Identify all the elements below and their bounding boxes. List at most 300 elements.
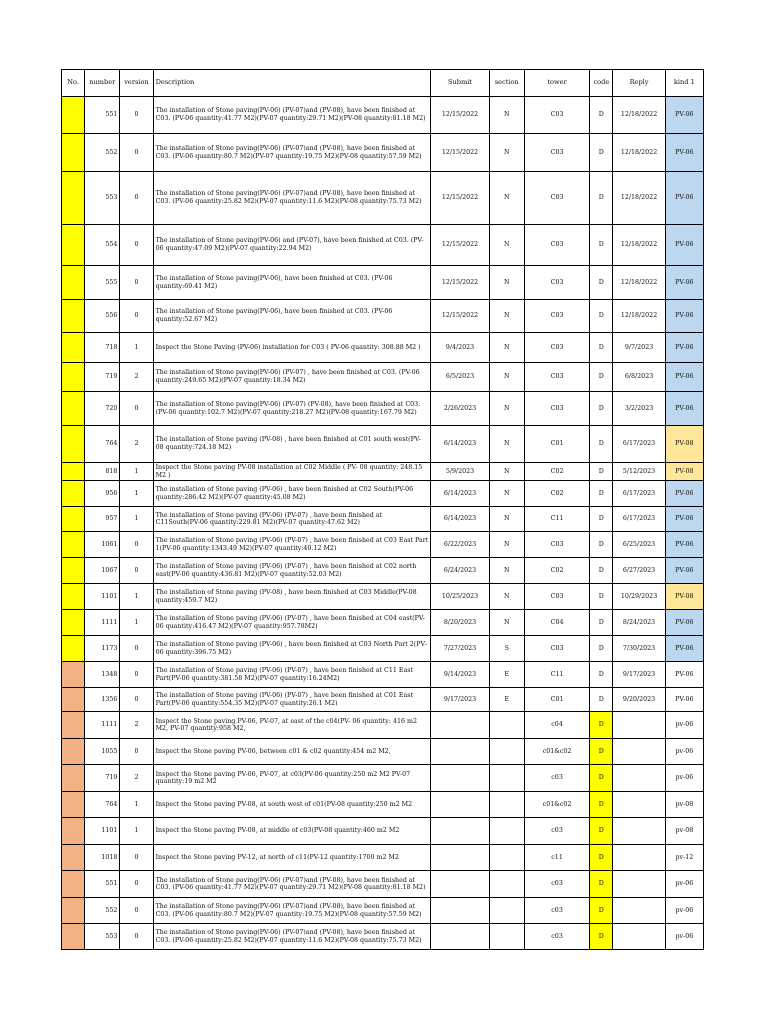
section-cell[interactable] xyxy=(489,898,524,924)
no-cell[interactable] xyxy=(62,97,85,134)
number-cell[interactable]: 556 xyxy=(85,300,120,333)
column-header-tower[interactable]: tower xyxy=(524,70,589,97)
tower-cell[interactable]: C02 xyxy=(524,463,589,481)
submit-cell[interactable] xyxy=(431,792,489,818)
tower-cell[interactable]: c03 xyxy=(524,924,589,950)
number-cell[interactable]: 555 xyxy=(85,266,120,300)
code-cell[interactable]: D xyxy=(590,266,613,300)
reply-cell[interactable]: 10/29/2023 xyxy=(613,584,665,610)
number-cell[interactable]: 552 xyxy=(85,898,120,924)
code-cell[interactable]: D xyxy=(590,610,613,636)
submit-cell[interactable]: 10/25/2023 xyxy=(431,584,489,610)
version-cell[interactable]: 0 xyxy=(120,871,153,898)
number-cell[interactable]: 1356 xyxy=(85,688,120,712)
submit-cell[interactable]: 5/9/2023 xyxy=(431,463,489,481)
version-cell[interactable]: 0 xyxy=(120,558,153,584)
section-cell[interactable]: N xyxy=(489,584,524,610)
submit-cell[interactable] xyxy=(431,765,489,792)
kind-cell[interactable]: PV-06 xyxy=(665,481,703,507)
number-cell[interactable]: 1111 xyxy=(85,712,120,739)
table-row[interactable] xyxy=(62,558,704,584)
submit-cell[interactable]: 8/20/2023 xyxy=(431,610,489,636)
reply-cell[interactable] xyxy=(613,871,665,898)
tower-cell[interactable]: C03 xyxy=(524,392,589,426)
description-cell[interactable]: Inspect the Stone paving PV-08, at south west of c01(PV-08 quantity:250 m2 M2 xyxy=(153,792,431,818)
submit-cell[interactable]: 12/15/2022 xyxy=(431,300,489,333)
submit-cell[interactable]: 2/26/2023 xyxy=(431,392,489,426)
tower-cell[interactable]: c03 xyxy=(524,818,589,845)
no-cell[interactable] xyxy=(62,792,85,818)
kind-cell[interactable]: PV-06 xyxy=(665,97,703,134)
tower-cell[interactable]: C04 xyxy=(524,610,589,636)
description-cell[interactable]: The installation of Stone paving(PV-06) (PV-07)and (PV-08), have been finished at C03. (PV-06 quantity:80.7 M2)(PV-07 quantity:19.75 M2)(PV-08 quantity:57.59 M2) xyxy=(153,134,431,172)
section-cell[interactable]: N xyxy=(489,134,524,172)
tower-cell[interactable]: C03 xyxy=(524,300,589,333)
code-cell[interactable]: D xyxy=(590,507,613,532)
reply-cell[interactable] xyxy=(613,898,665,924)
table-row[interactable] xyxy=(62,392,704,426)
kind-cell[interactable]: PV-08 xyxy=(665,584,703,610)
kind-cell[interactable]: PV-06 xyxy=(665,266,703,300)
reply-cell[interactable]: 6/17/2023 xyxy=(613,481,665,507)
version-cell[interactable]: 0 xyxy=(120,97,153,134)
number-cell[interactable]: 551 xyxy=(85,97,120,134)
tower-cell[interactable]: c03 xyxy=(524,898,589,924)
description-cell[interactable]: Inspect the Stone paving PV-06, between c01 & c02 quantity:454 m2 M2, xyxy=(153,739,431,765)
kind-cell[interactable]: pv-06 xyxy=(665,765,703,792)
number-cell[interactable]: 818 xyxy=(85,463,120,481)
description-cell[interactable]: The installation of Stone paving(PV-06) (PV-07)and (PV-08), have been finished at C03. (PV-06 quantity:25.82 M2)(PV-07 quantity:11.6 M2)(PV-08 quantity:75.73 M2) xyxy=(153,172,431,225)
version-cell[interactable]: 1 xyxy=(120,610,153,636)
code-cell[interactable]: D xyxy=(590,558,613,584)
version-cell[interactable]: 1 xyxy=(120,507,153,532)
table-row[interactable] xyxy=(62,765,704,792)
section-cell[interactable]: N xyxy=(489,97,524,134)
number-cell[interactable]: 553 xyxy=(85,924,120,950)
code-cell[interactable]: D xyxy=(590,584,613,610)
tower-cell[interactable]: C11 xyxy=(524,662,589,688)
version-cell[interactable]: 1 xyxy=(120,792,153,818)
reply-cell[interactable] xyxy=(613,712,665,739)
submit-cell[interactable]: 7/27/2023 xyxy=(431,636,489,662)
no-cell[interactable] xyxy=(62,300,85,333)
reply-cell[interactable] xyxy=(613,739,665,765)
section-cell[interactable]: N xyxy=(489,463,524,481)
section-cell[interactable]: N xyxy=(489,363,524,392)
no-cell[interactable] xyxy=(62,333,85,363)
submit-cell[interactable]: 12/15/2022 xyxy=(431,225,489,266)
section-cell[interactable] xyxy=(489,871,524,898)
code-cell[interactable]: D xyxy=(590,134,613,172)
number-cell[interactable]: 553 xyxy=(85,172,120,225)
table-row[interactable] xyxy=(62,610,704,636)
submit-cell[interactable] xyxy=(431,712,489,739)
reply-cell[interactable]: 6/17/2023 xyxy=(613,426,665,463)
kind-cell[interactable]: PV-06 xyxy=(665,134,703,172)
code-cell[interactable]: D xyxy=(590,662,613,688)
reply-cell[interactable]: 8/24/2023 xyxy=(613,610,665,636)
no-cell[interactable] xyxy=(62,924,85,950)
version-cell[interactable]: 0 xyxy=(120,898,153,924)
no-cell[interactable] xyxy=(62,463,85,481)
description-cell[interactable]: The installation of Stone paving(PV-06) (PV-07)and (PV-08), have been finished at C03. (PV-06 quantity:41.77 M2)(PV-07 quantity:29.71 M2)(PV-08 quantity:81.18 M2) xyxy=(153,97,431,134)
table-row[interactable] xyxy=(62,739,704,765)
submit-cell[interactable] xyxy=(431,845,489,871)
submit-cell[interactable]: 9/4/2023 xyxy=(431,333,489,363)
code-cell[interactable]: D xyxy=(590,688,613,712)
section-cell[interactable]: N xyxy=(489,392,524,426)
submit-cell[interactable]: 6/14/2023 xyxy=(431,507,489,532)
code-cell[interactable]: D xyxy=(590,363,613,392)
version-cell[interactable]: 1 xyxy=(120,481,153,507)
version-cell[interactable]: 1 xyxy=(120,818,153,845)
number-cell[interactable]: 1348 xyxy=(85,662,120,688)
code-cell[interactable]: D xyxy=(590,792,613,818)
version-cell[interactable]: 0 xyxy=(120,172,153,225)
description-cell[interactable]: Inspect the Stone Paving (PV-06) installation for C03 ( PV-06 quantity: 308.88 M2 ) xyxy=(153,333,431,363)
version-cell[interactable]: 0 xyxy=(120,266,153,300)
section-cell[interactable]: N xyxy=(489,532,524,558)
submit-cell[interactable]: 9/17/2023 xyxy=(431,688,489,712)
section-cell[interactable]: E xyxy=(489,688,524,712)
kind-cell[interactable]: pv-06 xyxy=(665,924,703,950)
tower-cell[interactable]: C03 xyxy=(524,636,589,662)
code-cell[interactable]: D xyxy=(590,924,613,950)
submit-cell[interactable]: 6/24/2023 xyxy=(431,558,489,584)
kind-cell[interactable]: pv-06 xyxy=(665,739,703,765)
submit-cell[interactable]: 9/14/2023 xyxy=(431,662,489,688)
reply-cell[interactable]: 9/7/2023 xyxy=(613,333,665,363)
no-cell[interactable] xyxy=(62,532,85,558)
section-cell[interactable] xyxy=(489,765,524,792)
submit-cell[interactable]: 6/5/2023 xyxy=(431,363,489,392)
code-cell[interactable]: D xyxy=(590,898,613,924)
kind-cell[interactable]: pv-08 xyxy=(665,792,703,818)
section-cell[interactable]: N xyxy=(489,610,524,636)
code-cell[interactable]: D xyxy=(590,845,613,871)
section-cell[interactable] xyxy=(489,845,524,871)
section-cell[interactable] xyxy=(489,818,524,845)
tower-cell[interactable]: C02 xyxy=(524,558,589,584)
column-header-section[interactable]: section xyxy=(489,70,524,97)
code-cell[interactable]: D xyxy=(590,426,613,463)
table-row[interactable] xyxy=(62,266,704,300)
number-cell[interactable]: 720 xyxy=(85,392,120,426)
kind-cell[interactable]: pv-08 xyxy=(665,818,703,845)
number-cell[interactable]: 719 xyxy=(85,765,120,792)
reply-cell[interactable] xyxy=(613,818,665,845)
reply-cell[interactable]: 12/18/2022 xyxy=(613,134,665,172)
section-cell[interactable]: N xyxy=(489,481,524,507)
description-cell[interactable]: The installation of Stone paving(PV-06) (PV-07) , have been finished at C03. (PV-06 quantity:249.65 M2)(PV-07 quantity:18.34 M2) xyxy=(153,363,431,392)
number-cell[interactable]: 1111 xyxy=(85,610,120,636)
table-row[interactable] xyxy=(62,712,704,739)
number-cell[interactable]: 1101 xyxy=(85,818,120,845)
kind-cell[interactable]: PV-06 xyxy=(665,610,703,636)
code-cell[interactable]: D xyxy=(590,871,613,898)
code-cell[interactable]: D xyxy=(590,333,613,363)
no-cell[interactable] xyxy=(62,712,85,739)
number-cell[interactable]: 1067 xyxy=(85,558,120,584)
no-cell[interactable] xyxy=(62,392,85,426)
table-row[interactable] xyxy=(62,225,704,266)
tower-cell[interactable]: C03 xyxy=(524,134,589,172)
no-cell[interactable] xyxy=(62,610,85,636)
table-row[interactable] xyxy=(62,300,704,333)
description-cell[interactable]: The installation of Stone paving (PV-08) , have been finished at C01 south west(PV-08 quantity:724.18 M2) xyxy=(153,426,431,463)
number-cell[interactable]: 1018 xyxy=(85,845,120,871)
kind-cell[interactable]: PV-06 xyxy=(665,532,703,558)
submit-cell[interactable] xyxy=(431,871,489,898)
description-cell[interactable]: Inspect the Stone paving PV-06, PV-07, at c03(PV-06 quantity:250 m2 M2 PV-07 quantity:19 m2 M2 xyxy=(153,765,431,792)
tower-cell[interactable]: C03 xyxy=(524,266,589,300)
version-cell[interactable]: 0 xyxy=(120,845,153,871)
tower-cell[interactable]: c03 xyxy=(524,765,589,792)
section-cell[interactable]: S xyxy=(489,636,524,662)
reply-cell[interactable] xyxy=(613,792,665,818)
number-cell[interactable]: 1173 xyxy=(85,636,120,662)
version-cell[interactable]: 0 xyxy=(120,924,153,950)
no-cell[interactable] xyxy=(62,739,85,765)
table-row[interactable] xyxy=(62,97,704,134)
description-cell[interactable]: The installation of Stone paving (PV-06) , have been finished at C02 South(PV-06 quantity:286.42 M2)(PV-07 quantity:45.08 M2) xyxy=(153,481,431,507)
code-cell[interactable]: D xyxy=(590,818,613,845)
number-cell[interactable]: 551 xyxy=(85,871,120,898)
table-row[interactable] xyxy=(62,818,704,845)
no-cell[interactable] xyxy=(62,558,85,584)
submit-cell[interactable] xyxy=(431,924,489,950)
version-cell[interactable]: 2 xyxy=(120,765,153,792)
table-row[interactable] xyxy=(62,688,704,712)
table-row[interactable] xyxy=(62,636,704,662)
table-row[interactable] xyxy=(62,481,704,507)
submit-cell[interactable] xyxy=(431,818,489,845)
tower-cell[interactable]: C03 xyxy=(524,97,589,134)
tower-cell[interactable]: C01 xyxy=(524,688,589,712)
description-cell[interactable]: The installation of Stone paving (PV-06) (PV-07) , have been finished at C11South(PV-06 quantity:229.81 M2)(PV-07 quantity:47.62 M2) xyxy=(153,507,431,532)
no-cell[interactable] xyxy=(62,871,85,898)
number-cell[interactable]: 1055 xyxy=(85,739,120,765)
submit-cell[interactable]: 6/14/2023 xyxy=(431,481,489,507)
table-row[interactable] xyxy=(62,584,704,610)
description-cell[interactable]: The installation of Stone paving(PV-06) (PV-07)and (PV-08), have been finished at C03. (PV-06 quantity:41.77 M2)(PV-07 quantity:29.71 M2)(PV-08 quantity:81.18 M2) xyxy=(153,871,431,898)
reply-cell[interactable]: 7/30/2023 xyxy=(613,636,665,662)
code-cell[interactable]: D xyxy=(590,532,613,558)
section-cell[interactable]: N xyxy=(489,300,524,333)
section-cell[interactable]: N xyxy=(489,172,524,225)
table-row[interactable] xyxy=(62,898,704,924)
code-cell[interactable]: D xyxy=(590,712,613,739)
reply-cell[interactable] xyxy=(613,924,665,950)
table-row[interactable] xyxy=(62,662,704,688)
section-cell[interactable]: E xyxy=(489,662,524,688)
tower-cell[interactable]: C02 xyxy=(524,481,589,507)
section-cell[interactable] xyxy=(489,792,524,818)
column-header-version[interactable]: version xyxy=(120,70,153,97)
description-cell[interactable]: The installation of Stone paving (PV-06) , have been finished at C03 North Part 2(PV-06 quantity:396.75 M2) xyxy=(153,636,431,662)
submit-cell[interactable]: 12/15/2022 xyxy=(431,134,489,172)
description-cell[interactable]: The installation of Stone paving(PV-06), have been finished at C03. (PV-06 quantity:69.41 M2) xyxy=(153,266,431,300)
table-row[interactable] xyxy=(62,134,704,172)
version-cell[interactable]: 1 xyxy=(120,584,153,610)
no-cell[interactable] xyxy=(62,636,85,662)
description-cell[interactable]: Inspect the Stone paving PV-06, PV-07, at east of the c04(PV- 06 quantity: 416 m2 M2, PV-07 quantity:958 M2, xyxy=(153,712,431,739)
submit-cell[interactable]: 6/14/2023 xyxy=(431,426,489,463)
kind-cell[interactable]: PV-06 xyxy=(665,507,703,532)
tower-cell[interactable]: c03 xyxy=(524,871,589,898)
tower-cell[interactable]: c01&c02 xyxy=(524,739,589,765)
reply-cell[interactable]: 12/18/2022 xyxy=(613,172,665,225)
reply-cell[interactable]: 12/18/2022 xyxy=(613,300,665,333)
table-row[interactable] xyxy=(62,363,704,392)
no-cell[interactable] xyxy=(62,898,85,924)
code-cell[interactable]: D xyxy=(590,463,613,481)
number-cell[interactable]: 552 xyxy=(85,134,120,172)
reply-cell[interactable]: 6/27/2023 xyxy=(613,558,665,584)
tower-cell[interactable]: C01 xyxy=(524,426,589,463)
kind-cell[interactable]: PV-06 xyxy=(665,688,703,712)
section-cell[interactable] xyxy=(489,924,524,950)
description-cell[interactable]: The installation of Stone paving(PV-06) (PV-07)and (PV-08), have been finished at C03. (PV-06 quantity:25.82 M2)(PV-07 quantity:11.6 M2)(PV-08 quantity:75.73 M2) xyxy=(153,924,431,950)
reply-cell[interactable]: 6/17/2023 xyxy=(613,507,665,532)
description-cell[interactable]: Inspect the Stone paving PV-12, at north of c11(PV-12 quantity:1700 m2 M2 xyxy=(153,845,431,871)
description-cell[interactable]: The installation of Stone paving (PV-06) (PV-07) , have been finished at C11 East Part(PV-06 quantity:381.58 M2)(PV-07 quantity:16.24M2) xyxy=(153,662,431,688)
kind-cell[interactable]: PV-06 xyxy=(665,300,703,333)
kind-cell[interactable]: PV-06 xyxy=(665,558,703,584)
no-cell[interactable] xyxy=(62,688,85,712)
column-header-submit[interactable]: Submit xyxy=(431,70,489,97)
version-cell[interactable]: 2 xyxy=(120,426,153,463)
section-cell[interactable]: N xyxy=(489,426,524,463)
tower-cell[interactable]: C11 xyxy=(524,507,589,532)
kind-cell[interactable]: pv-12 xyxy=(665,845,703,871)
table-row[interactable] xyxy=(62,532,704,558)
no-cell[interactable] xyxy=(62,818,85,845)
description-cell[interactable]: The installation of Stone paving (PV-06) (PV-07) , have been finished at C04 east(PV-06 quantity:416.47 M2)(PV-07 quantity:957.78M2) xyxy=(153,610,431,636)
no-cell[interactable] xyxy=(62,225,85,266)
kind-cell[interactable]: PV-06 xyxy=(665,172,703,225)
code-cell[interactable]: D xyxy=(590,172,613,225)
kind-cell[interactable]: PV-08 xyxy=(665,426,703,463)
reply-cell[interactable]: 9/20/2023 xyxy=(613,688,665,712)
reply-cell[interactable] xyxy=(613,765,665,792)
description-cell[interactable]: The installation of Stone paving (PV-06) (PV-07) , have been finished at C01 East Part(PV-06 quantity:554.35 M2)(PV-07 quantity:26.1 M2) xyxy=(153,688,431,712)
code-cell[interactable]: D xyxy=(590,225,613,266)
kind-cell[interactable]: PV-06 xyxy=(665,363,703,392)
table-row[interactable] xyxy=(62,172,704,225)
description-cell[interactable]: The installation of Stone paving (PV-08) , have been finished at C03 Middle(PV-08 quantity:459.7 M2) xyxy=(153,584,431,610)
code-cell[interactable]: D xyxy=(590,481,613,507)
table-row[interactable] xyxy=(62,924,704,950)
version-cell[interactable]: 1 xyxy=(120,333,153,363)
kind-cell[interactable]: PV-08 xyxy=(665,463,703,481)
version-cell[interactable]: 2 xyxy=(120,363,153,392)
description-cell[interactable]: The installation of Stone paving(PV-06), have been finished at C03. (PV-06 quantity:52.67 M2) xyxy=(153,300,431,333)
number-cell[interactable]: 764 xyxy=(85,426,120,463)
reply-cell[interactable]: 12/18/2022 xyxy=(613,266,665,300)
code-cell[interactable]: D xyxy=(590,636,613,662)
code-cell[interactable]: D xyxy=(590,300,613,333)
table-row[interactable] xyxy=(62,871,704,898)
description-cell[interactable]: The installation of Stone paving (PV-06) (PV-07) , have been finished at C03 East Part 1(PV-06 quantity:1343.49 M2)(PV-07 quantity:40.12 M2) xyxy=(153,532,431,558)
no-cell[interactable] xyxy=(62,481,85,507)
version-cell[interactable]: 0 xyxy=(120,636,153,662)
no-cell[interactable] xyxy=(62,662,85,688)
section-cell[interactable] xyxy=(489,712,524,739)
version-cell[interactable]: 0 xyxy=(120,662,153,688)
kind-cell[interactable]: PV-06 xyxy=(665,225,703,266)
reply-cell[interactable]: 3/2/2023 xyxy=(613,392,665,426)
reply-cell[interactable] xyxy=(613,845,665,871)
description-cell[interactable]: The installation of Stone paving(PV-06) and (PV-07), have been finished at C03. (PV-06 quantity:47.09 M2)(PV-07 quantity:22.94 M2) xyxy=(153,225,431,266)
number-cell[interactable]: 957 xyxy=(85,507,120,532)
section-cell[interactable]: N xyxy=(489,507,524,532)
no-cell[interactable] xyxy=(62,765,85,792)
version-cell[interactable]: 0 xyxy=(120,532,153,558)
reply-cell[interactable]: 5/12/2023 xyxy=(613,463,665,481)
tower-cell[interactable]: C03 xyxy=(524,363,589,392)
kind-cell[interactable]: PV-06 xyxy=(665,636,703,662)
table-row[interactable] xyxy=(62,426,704,463)
reply-cell[interactable]: 12/18/2022 xyxy=(613,97,665,134)
number-cell[interactable]: 956 xyxy=(85,481,120,507)
tower-cell[interactable]: c11 xyxy=(524,845,589,871)
tower-cell[interactable]: C03 xyxy=(524,532,589,558)
column-header-reply[interactable]: Reply xyxy=(613,70,665,97)
number-cell[interactable]: 1101 xyxy=(85,584,120,610)
table-row[interactable] xyxy=(62,463,704,481)
kind-cell[interactable]: PV-06 xyxy=(665,392,703,426)
section-cell[interactable]: N xyxy=(489,225,524,266)
code-cell[interactable]: D xyxy=(590,392,613,426)
code-cell[interactable]: D xyxy=(590,739,613,765)
reply-cell[interactable]: 12/18/2022 xyxy=(613,225,665,266)
number-cell[interactable]: 1061 xyxy=(85,532,120,558)
tower-cell[interactable]: c04 xyxy=(524,712,589,739)
submit-cell[interactable]: 12/15/2022 xyxy=(431,172,489,225)
column-header-no[interactable]: No. xyxy=(62,70,85,97)
version-cell[interactable]: 0 xyxy=(120,225,153,266)
submit-cell[interactable]: 6/22/2023 xyxy=(431,532,489,558)
submit-cell[interactable] xyxy=(431,739,489,765)
tower-cell[interactable]: c01&c02 xyxy=(524,792,589,818)
no-cell[interactable] xyxy=(62,134,85,172)
tower-cell[interactable]: C03 xyxy=(524,333,589,363)
code-cell[interactable]: D xyxy=(590,97,613,134)
no-cell[interactable] xyxy=(62,426,85,463)
version-cell[interactable]: 0 xyxy=(120,688,153,712)
section-cell[interactable]: N xyxy=(489,558,524,584)
column-header-number[interactable]: number xyxy=(85,70,120,97)
no-cell[interactable] xyxy=(62,266,85,300)
description-cell[interactable]: The installation of Stone paving (PV-06) (PV-07) , have been finished at C02 north east(PV-06 quantity:436.81 M2)(PV-07 quantity:52.03 M2) xyxy=(153,558,431,584)
number-cell[interactable]: 764 xyxy=(85,792,120,818)
table-row[interactable] xyxy=(62,845,704,871)
code-cell[interactable]: D xyxy=(590,765,613,792)
description-cell[interactable]: Inspect the Stone paving PV-08, at middle of c03(PV-08 quantity:460 m2 M2 xyxy=(153,818,431,845)
section-cell[interactable]: N xyxy=(489,333,524,363)
tower-cell[interactable]: C03 xyxy=(524,172,589,225)
column-header-code[interactable]: code xyxy=(590,70,613,97)
kind-cell[interactable]: pv-06 xyxy=(665,898,703,924)
submit-cell[interactable]: 12/15/2022 xyxy=(431,266,489,300)
version-cell[interactable]: 2 xyxy=(120,712,153,739)
no-cell[interactable] xyxy=(62,845,85,871)
version-cell[interactable]: 0 xyxy=(120,739,153,765)
no-cell[interactable] xyxy=(62,507,85,532)
version-cell[interactable]: 1 xyxy=(120,463,153,481)
table-row[interactable] xyxy=(62,507,704,532)
